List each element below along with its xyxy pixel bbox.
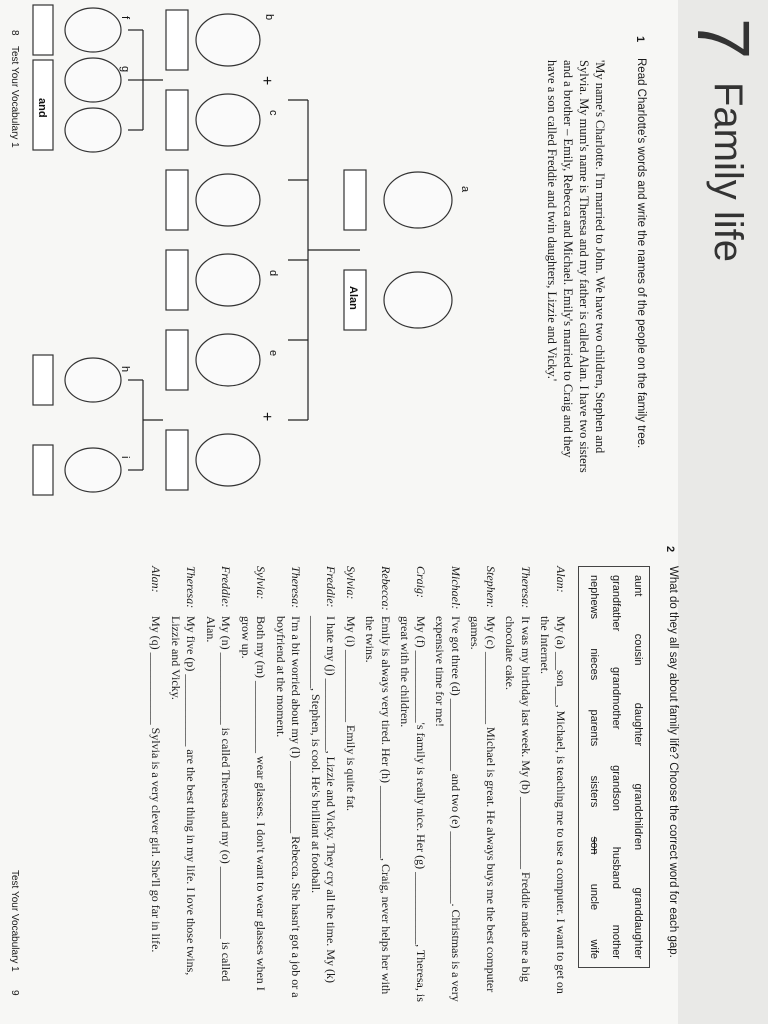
- speaker: Alan:: [554, 566, 568, 593]
- word: uncle: [588, 883, 600, 911]
- dialog-line: [432, 566, 463, 1006]
- word-used: son: [588, 836, 600, 855]
- dialog-text: My (i) ____________ Emily is quite fat.: [344, 616, 358, 811]
- speaker: Rebecca:: [379, 566, 393, 611]
- speaker: Craig:: [414, 566, 428, 599]
- face-alan: [384, 272, 452, 328]
- tree-letter-h: h: [119, 366, 131, 373]
- tree-letter-a: a: [459, 186, 471, 193]
- dialog-text: My five (p) ____________ are the best thing in my life. I love those twins, Lizzie and Vicky.: [169, 616, 199, 976]
- family-tree: [18, 0, 538, 520]
- dialog-line: [502, 566, 533, 1006]
- dialog-line: [273, 566, 304, 1006]
- dialog-text: Emily is always very tired. Her (h) ____________, Craig, never helps her with the twins.: [363, 616, 393, 995]
- dialog-text: I'm a bit worried about my (l) ____________ Rebecca. She hasn't got a job or a boyfriend at the moment.: [274, 616, 304, 998]
- word-box: [578, 566, 650, 968]
- dialog-text: My (q) ____________ Sylvia is a very clever girl. She'll go far in life.: [149, 616, 164, 953]
- word: aunt: [632, 575, 644, 597]
- tree-letter-g: g: [119, 66, 131, 73]
- dialog-line: [362, 566, 393, 1006]
- tree-plus-left: +: [258, 76, 275, 86]
- tree-plus-right: +: [258, 412, 275, 422]
- exercise-1-number: 1: [634, 36, 646, 43]
- dialog-line: [343, 566, 359, 1006]
- dialog-line: [537, 566, 568, 1006]
- word: grandfather: [610, 575, 622, 632]
- word: mother: [610, 924, 622, 959]
- dialog-text: My (f) ____________'s family is really nice. Her (g) ____________, Theresa, is great with the children.: [398, 616, 428, 1002]
- dialog-text: Both my (m) ____________ wear glasses. I don't want to wear glasses when I grow up.: [239, 616, 269, 991]
- speaker: Alan:: [149, 566, 164, 593]
- dialog-line: [397, 566, 428, 1006]
- exercise-1-instruction: Read Charlotte's words and write the names of the people on the family tree.: [635, 58, 647, 449]
- speaker: Sylvia:: [254, 566, 269, 600]
- unit-title: Family life: [706, 82, 750, 263]
- tree-letter-b: b: [263, 14, 275, 21]
- exercise-2-instruction: What do they all say about family life? Choose the correct word for each gap.: [667, 566, 679, 958]
- right-footer-title: Test Your Vocabulary 1: [9, 870, 20, 972]
- word: nephews: [588, 575, 600, 620]
- dialog-line: [203, 566, 234, 1006]
- exercise-2-number: 2: [664, 546, 676, 553]
- left-page-number: 8: [9, 30, 20, 36]
- word: sisters: [588, 775, 600, 808]
- speaker: Freddie:: [324, 566, 339, 608]
- word: grandchildren: [632, 783, 644, 851]
- left-footer-title: Test Your Vocabulary 1: [9, 46, 20, 148]
- tree-letter-d: d: [267, 270, 279, 277]
- dialog-list: [144, 566, 568, 1006]
- right-page-number: 9: [9, 990, 20, 996]
- tree-letter-f: f: [119, 16, 131, 20]
- word: wife: [588, 939, 600, 959]
- charlotte-story: 'My name's Charlotte. I'm married to John. We have two children, Stephen and Sylvia. My mum's name is Theresa and my father is called Alan. I have two sisters and a brother – Emily, Rebecca and Michael. Emily's married to Craig and they have a son called Freddie and twin daughters, Lizzie and Vicky.': [545, 60, 607, 473]
- dialog-text: I hate my (j) ____________, Lizzie and Vicky. They cry all the time. My (k) ____________, Stephen, is cool. He's brilliant at football.: [309, 616, 339, 983]
- word: husband: [610, 846, 622, 889]
- dialog-line: [308, 566, 339, 1006]
- dialog-line: [168, 566, 199, 1006]
- dialog-line: [148, 566, 164, 1006]
- dialog-text: It was my birthday last week. My (b) ____________ Freddie made me a big chocolate cake.: [503, 616, 533, 982]
- tree-letter-c: c: [267, 110, 279, 116]
- word-row-2: [605, 567, 627, 967]
- speaker: Michael:: [449, 566, 463, 610]
- dialog-text: I've got three (d) ____________ and two (e) ____________. Christmas is a very expensive time for me!: [433, 616, 463, 1002]
- word: parents: [588, 709, 600, 747]
- speaker: Sylvia:: [344, 566, 358, 600]
- word: granddaughter: [632, 887, 644, 959]
- speaker: Theresa:: [184, 566, 199, 609]
- dialog-line: [238, 566, 269, 1006]
- word: grandson: [610, 765, 622, 812]
- dialog-text: My (n) ____________ is called Theresa and my (o) ____________ is called Alan.: [204, 616, 234, 982]
- tree-name-and: and: [36, 98, 48, 118]
- word: nieces: [588, 648, 600, 681]
- tree-name-alan: Alan: [347, 286, 359, 310]
- word-row-1: [627, 567, 649, 967]
- tree-letter-i: i: [119, 456, 131, 459]
- speaker: Theresa:: [519, 566, 533, 609]
- face-a: [384, 172, 452, 228]
- word-row-3: [583, 567, 605, 967]
- dialog-text: My (c) ____________ Michael is great. He always buys me the best computer games.: [468, 616, 498, 993]
- speaker: Freddie:: [219, 566, 234, 608]
- unit-number: 7: [682, 18, 765, 60]
- word: grandmother: [610, 667, 622, 730]
- word: daughter: [632, 702, 644, 747]
- speaker: Stephen:: [484, 566, 498, 608]
- word: cousin: [632, 633, 644, 666]
- speaker: Theresa:: [289, 566, 304, 609]
- dialog-text: My (a) ___son___, Michael, is teaching me to use a computer. I want to get on the Internet.: [538, 616, 568, 994]
- dialog-line: [467, 566, 498, 1006]
- tree-letter-e: e: [267, 350, 279, 357]
